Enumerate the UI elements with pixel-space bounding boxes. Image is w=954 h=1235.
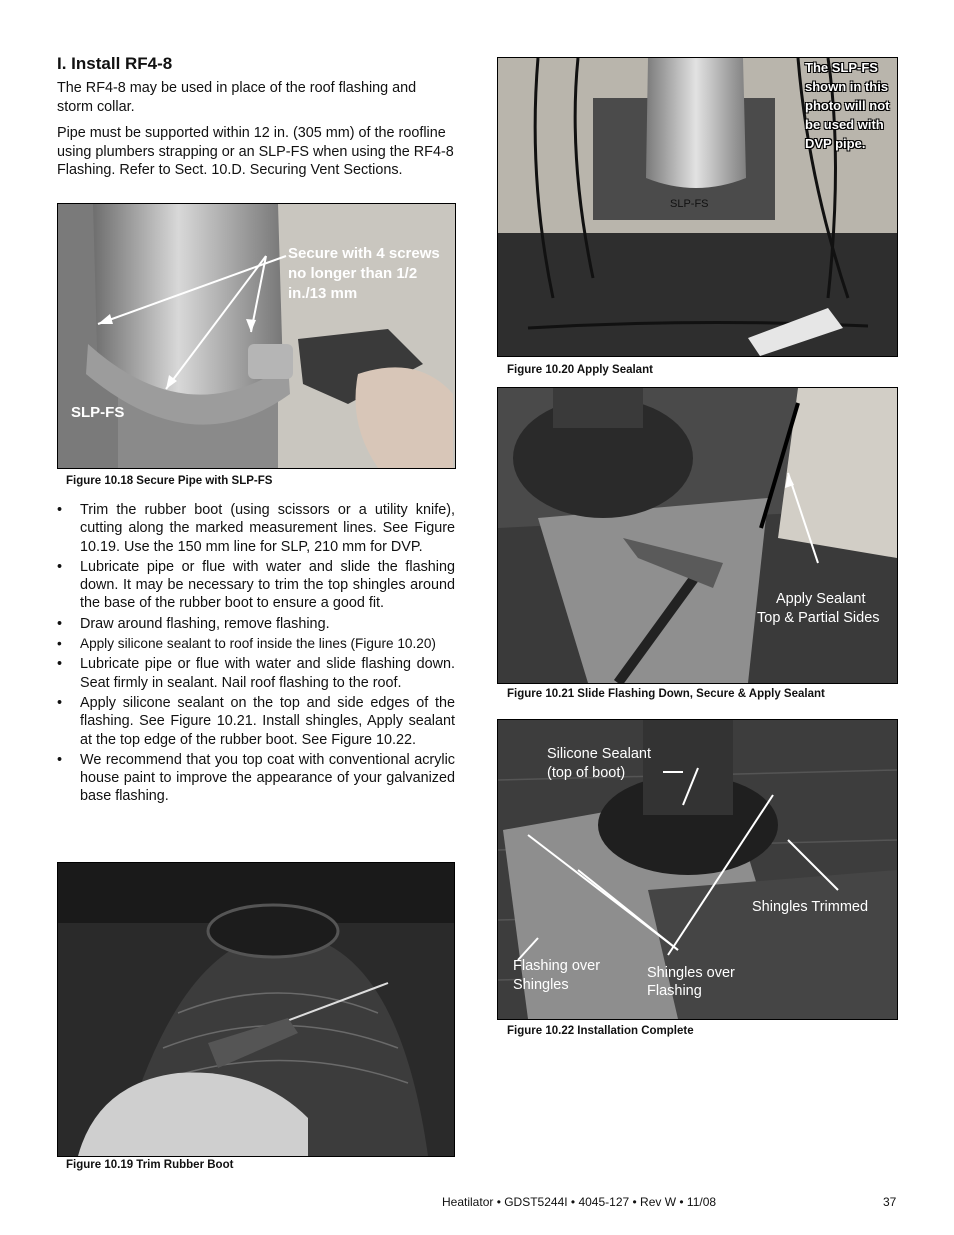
list-item-text: Trim the rubber boot (using scissors or a utility knife), cutting along the marked measurement lines. See Figure 10.19. Use the 150 mm line for SLP, 210 mm for DVP. (80, 502, 455, 555)
fig22-over-line1: Shingles over (647, 965, 735, 981)
figure-10-21-caption: Figure 10.21 Slide Flashing Down, Secure & Apply Sealant (507, 688, 825, 700)
instruction-list (57, 501, 455, 808)
bullet-symbol: • (57, 694, 63, 711)
fig22-silicone-line1: Silicone Sealant (547, 746, 651, 762)
bullet-symbol: • (57, 656, 63, 673)
figure-10-20-caption: Figure 10.20 Apply Sealant (507, 364, 653, 376)
figure-10-18-caption: Figure 10.18 Secure Pipe with SLP-FS (66, 475, 273, 487)
figure-10-19-photo (57, 862, 455, 1157)
bullet-symbol: • (57, 558, 63, 575)
fig22-flashing-line1: Flashing over (513, 958, 601, 974)
list-item-text: We recommend that you top coat with conventional acrylic house paint to improve the appearance of your galvanized base flashing. (80, 751, 455, 805)
list-item (57, 694, 455, 749)
fig20-slpfs-label: SLP-FS (670, 198, 709, 210)
list-item (57, 501, 455, 556)
list-item (57, 635, 455, 653)
fig21-label-line1: Apply Sealant (776, 591, 866, 607)
section-heading: I. Install RF4-8 (57, 54, 173, 73)
fig21-label-line2: Top & Partial Sides (757, 610, 880, 626)
fig20-note: The SLP-FS shown in this photo will not be used with DVP pipe. (805, 60, 890, 151)
fig18-secure-label: Secure with 4 screws no longer than 1/2 in./13 mm (288, 245, 440, 302)
fig22-flashing-line2: Shingles (513, 977, 569, 993)
list-item (57, 751, 455, 806)
list-item-text: Apply silicone sealant to roof inside the lines (Figure 10.20) (80, 636, 436, 652)
list-item-text: Lubricate pipe or flue with water and slide the flashing down. It may be necessary to trim the top shingles around the base of the rubber boot to ensure a good fit. (80, 558, 455, 612)
bullet-symbol: • (57, 636, 62, 652)
bullet-symbol: • (57, 751, 63, 768)
list-item-text: Draw around flashing, remove flashing. (80, 615, 330, 632)
bullet-symbol: • (57, 615, 63, 632)
footer-doc-info: Heatilator • GDST5244I • 4045-127 • Rev W • 11/08 (442, 1195, 717, 1209)
figure-10-22-caption: Figure 10.22 Installation Complete (507, 1025, 694, 1037)
figure-10-19-caption: Figure 10.19 Trim Rubber Boot (66, 1159, 234, 1171)
list-item (57, 558, 455, 613)
list-item (57, 655, 455, 692)
list-item-text: Apply silicone sealant on the top and side edges of the flashing. See Figure 10.21. Install shingles, Apply sealant at the top edge of the rubber boot. See Figure 10.22. (80, 694, 455, 748)
fig18-slpfs-label: SLP-FS (71, 404, 125, 421)
fig22-trimmed-label: Shingles Trimmed (752, 899, 869, 915)
support-paragraph: Pipe must be supported within 12 in. (305 mm) of the roofline using plumbers strapping or an SLP-FS when using the RF4-8 Flashing. Refer to Sect. 10.D. Securing Vent Sections. (57, 125, 454, 178)
bullet-symbol: • (57, 502, 63, 518)
figure-10-18-photo (57, 203, 456, 469)
figure-10-21-photo (497, 387, 898, 684)
fig22-silicone-line2: (top of boot) (547, 765, 626, 781)
fig22-over-line2: Flashing (647, 983, 702, 999)
page-number: 37 (883, 1195, 897, 1209)
list-item-text: Lubricate pipe or flue with water and slide flashing down. Seat firmly in sealant. Nail roof flashing to the roof. (80, 656, 455, 691)
list-item (57, 615, 455, 633)
intro-paragraph: The RF4-8 may be used in place of the roof flashing and storm collar. (57, 80, 417, 115)
